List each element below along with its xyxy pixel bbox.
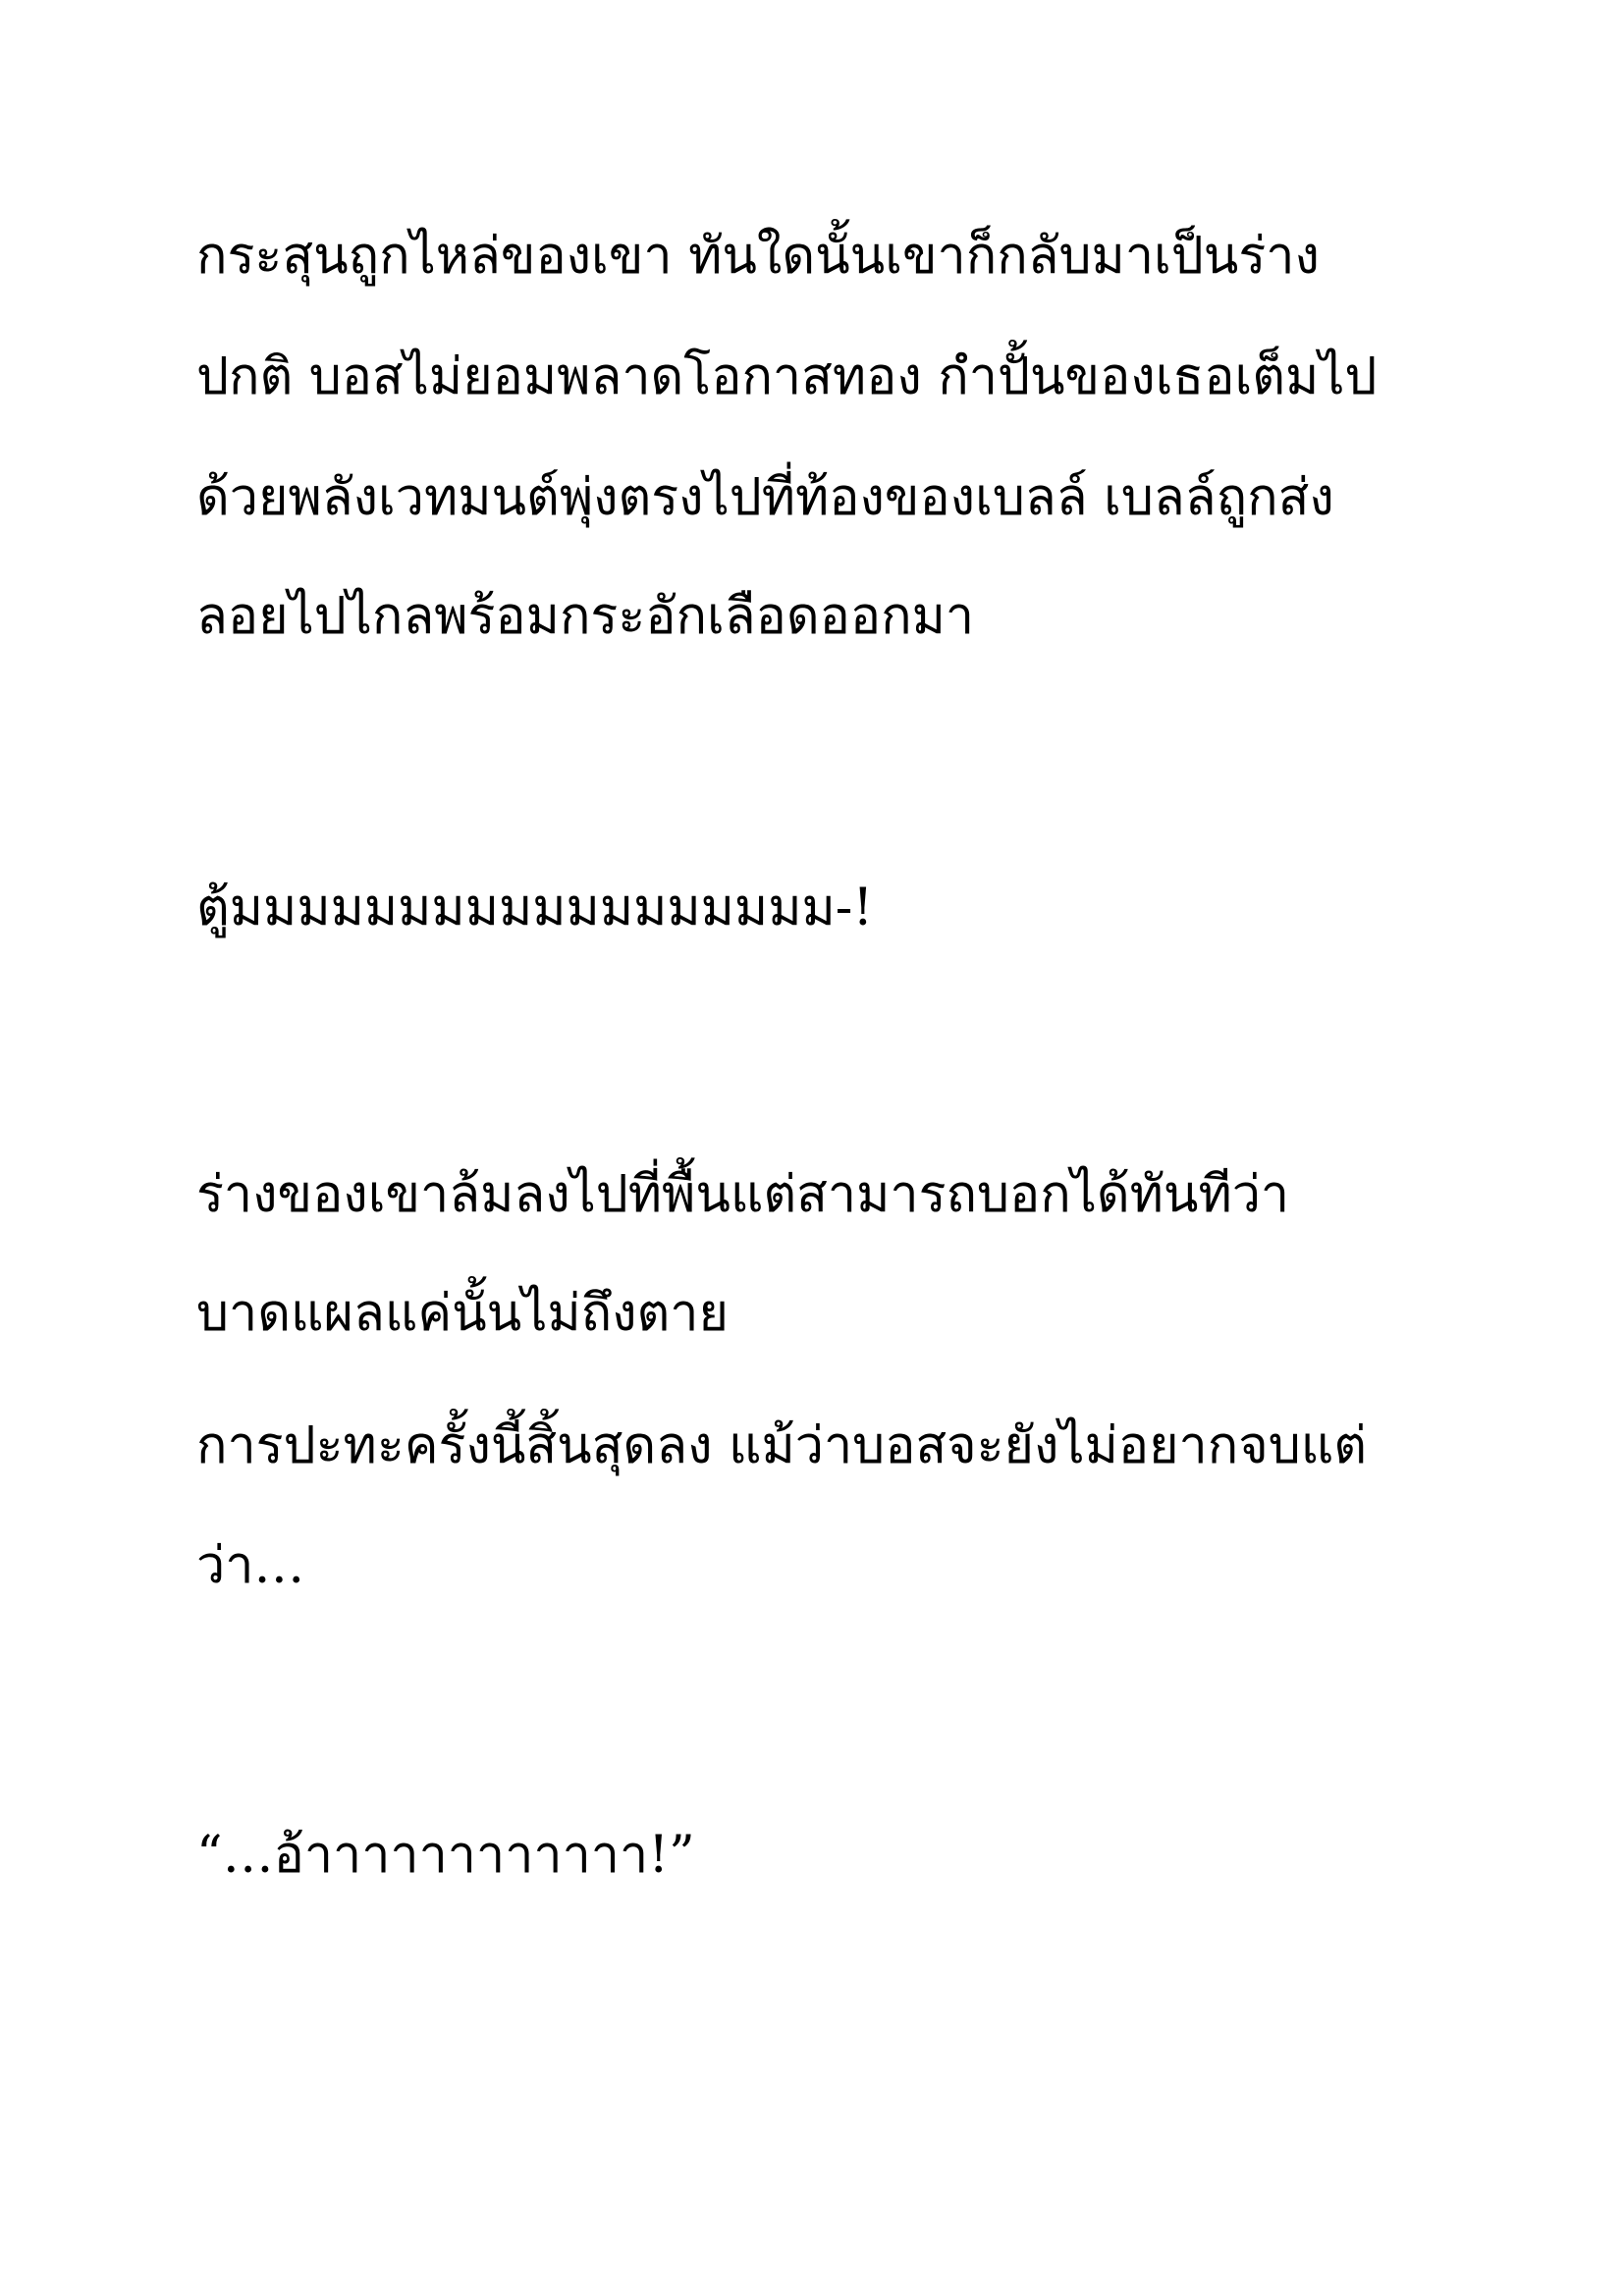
paragraph-1-line-3: ด้วยพลังเวทมนต์พุ่งตรงไปที่ท้องของเบลล์ เบลล์ถูกส่ง (196, 468, 1334, 527)
paragraph-1-line-2: ปกติ บอสไม่ยอมพลาดโอกาสทอง กำปั้นของเธอเต็มไป (196, 347, 1378, 406)
dialogue-line: “…อ้าาาาาาาาาาาา!” (196, 1826, 695, 1885)
paragraph-1-line-1: กระสุนถูกไหล่ของเขา ทันใดนั้นเขาก็กลับมาเป็นร่าง (196, 227, 1320, 286)
paragraph-2-line-1: ร่างของเขาล้มลงไปที่พื้นแต่สามารถบอกได้ทันทีว่า (196, 1165, 1290, 1224)
paragraph-3-line-1: การปะทะครั้งนี้สิ้นสุดลง แม้ว่าบอสจะยังไม่อยากจบแต่ (196, 1416, 1367, 1475)
paragraph-3-line-2: ว่า… (196, 1536, 305, 1595)
paragraph-2-line-2: บาดแผลแค่นั้นไม่ถึงตาย (196, 1284, 729, 1343)
paragraph-1-line-4: ลอยไปไกลพร้อมกระอักเลือดออกมา (196, 587, 975, 646)
sound-effect-line: ตู้มมมมมมมมมมมมมมมมมม-! (196, 879, 874, 937)
